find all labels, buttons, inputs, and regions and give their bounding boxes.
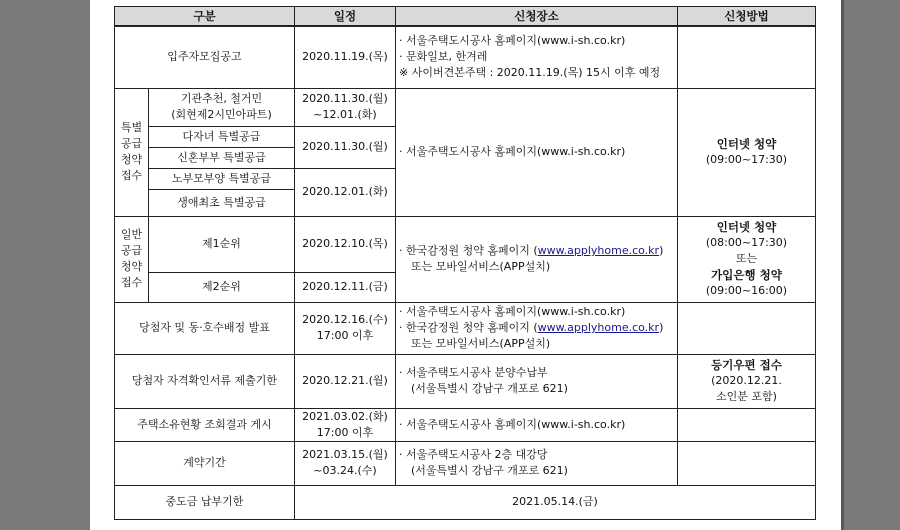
header-category: 구분 [115,7,295,27]
header-location: 신청장소 [396,7,678,27]
method-contract [678,441,816,485]
date-docs: 2020.12.21.(월) [295,354,396,408]
location-contract: · 서울주택도시공사 2층 대강당 (서울특별시 강남구 개포로 621) [396,441,678,485]
row-label-notice: 입주자모집공고 [115,26,295,88]
document-page [90,0,841,530]
row-label-ownership: 주택소유현황 조회결과 게시 [115,408,295,441]
date-notice: 2020.11.19.(목) [295,26,396,88]
date-general-2: 2020.12.11.(금) [295,272,396,302]
date-contract: 2021.03.15.(월) ~03.24.(수) [295,441,396,485]
table-header-row [115,7,816,27]
general-rank2: 제2순위 [149,272,295,302]
method-winner [678,302,816,354]
table-row [115,216,816,272]
location-docs: · 서울주택도시공사 분양수납부 (서울특별시 강남구 개포로 621) [396,354,678,408]
date-ownership: 2021.03.02.(화) 17:00 이후 [295,408,396,441]
page-shadow [841,0,844,530]
applyhome-link[interactable]: www.applyhome.co.kr [537,321,660,334]
row-label-midpayment: 중도금 납부기한 [115,485,295,519]
table-row [115,302,816,354]
location-line: ※ 사이버견본주택 : 2020.11.19.(목) 15시 이후 예정 [399,66,661,80]
location-notice [396,26,678,88]
table-row [115,441,816,485]
applyhome-link[interactable]: www.applyhome.co.kr [537,244,660,257]
schedule-table [114,6,816,520]
general-rank1: 제1순위 [149,216,295,272]
table-row [115,88,816,126]
location-winner: · 서울주택도시공사 홈페이지(www.i-sh.co.kr) · 한국감정원 청약 홈페이지 (www.applyhome.co.kr) 또는 모바일서비스(APP설치) [396,302,678,354]
row-label-winner: 당첨자 및 동·호수배정 발표 [115,302,295,354]
location-special: · 서울주택도시공사 홈페이지(www.i-sh.co.kr) [396,88,678,216]
date-special-3: 2020.12.01.(화) [295,168,396,216]
method-docs: 등기우편 접수 (2020.12.21. 소인분 포함) [678,354,816,408]
special-sub-firsttime: 생애최초 특별공급 [149,189,295,216]
general-supply-group-label: 일반 공급 청약 접수 [115,216,149,302]
location-line: · 문화일보, 한겨레 [399,50,488,64]
table-row [115,354,816,408]
special-sub-elderly: 노부모부양 특별공급 [149,168,295,189]
date-special-2: 2020.11.30.(월) [295,126,396,168]
location-line: · 서울주택도시공사 홈페이지(www.i-sh.co.kr) [399,34,626,48]
date-special-agency: 2020.11.30.(월) ~12.01.(화) [295,88,396,126]
method-internet: 인터넷 청약 (09:00~17:30) [678,88,816,216]
location-general: · 한국감정원 청약 홈페이지 (www.applyhome.co.kr) 또는 모바일서비스(APP설치) [396,216,678,302]
special-sub-agency: 기관추천, 철거민 (회현제2시민아파트) [149,88,295,126]
location-ownership: · 서울주택도시공사 홈페이지(www.i-sh.co.kr) [396,408,678,441]
header-schedule: 일정 [295,7,396,27]
table-row [115,485,816,519]
method-notice [678,26,816,88]
special-supply-group-label: 특별 공급 청약 접수 [115,88,149,216]
special-sub-newlywed: 신혼부부 특별공급 [149,147,295,168]
row-label-contract: 계약기간 [115,441,295,485]
table-row [115,408,816,441]
date-winner: 2020.12.16.(수) 17:00 이후 [295,302,396,354]
special-sub-multichild: 다자녀 특별공급 [149,126,295,147]
date-midpayment: 2021.05.14.(금) [295,485,816,519]
row-label-docs: 당첨자 자격확인서류 제출기한 [115,354,295,408]
table-row [115,26,816,88]
method-general: 인터넷 청약 (08:00~17:30) 또는 가입은행 청약 (09:00~16:00) [678,216,816,302]
date-general-1: 2020.12.10.(목) [295,216,396,272]
header-method: 신청방법 [678,7,816,27]
method-ownership [678,408,816,441]
